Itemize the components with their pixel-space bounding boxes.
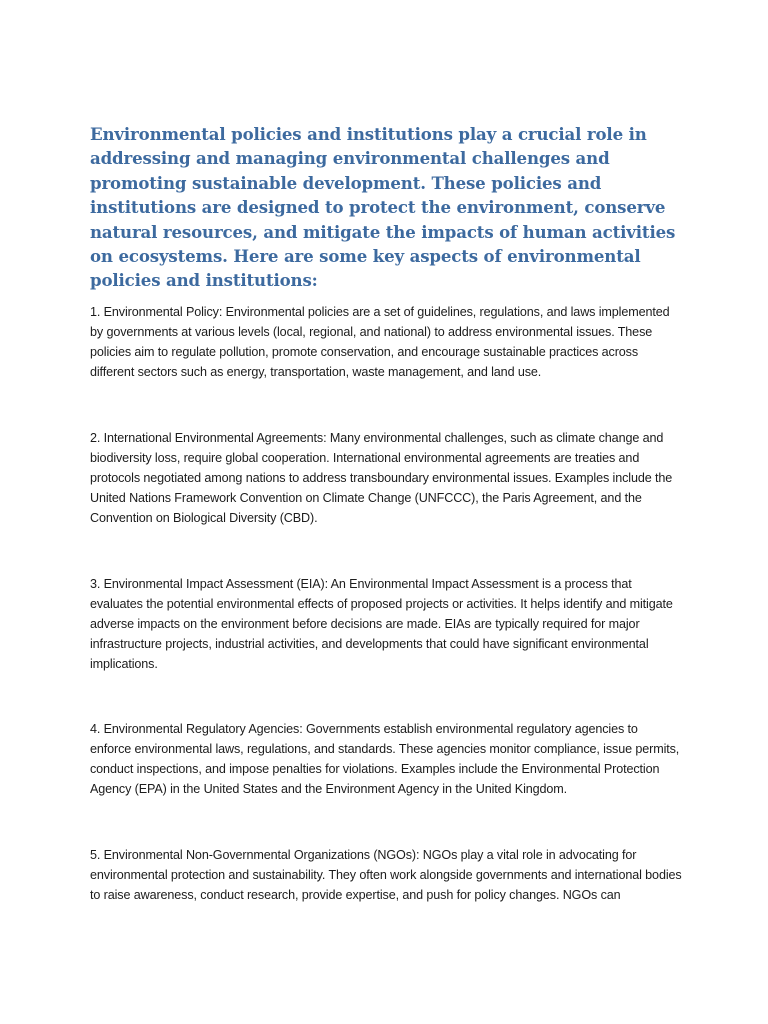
paragraph-environmental-policy: 1. Environmental Policy: Environmental policies are a set of guidelines, regulations, and laws implemented by governments at various levels (local, regional, and national) to address environmental issues. These policies aim to regulate pollution, promote conservation, and encourage sustainable practices across different sectors such as energy, transportation, waste management, and land use.: [90, 305, 670, 379]
document-heading: Environmental policies and institutions play a crucial role in addressing and managing environmental challenges and promoting sustainable development. These policies and institutions are designed to protect the environment, conserve natural resources, and mitigate the impacts of human activities on ecosystems. Here are some key aspects of environmental policies and institutions:: [90, 124, 676, 291]
paragraph-ngos: 5. Environmental Non-Governmental Organizations (NGOs): NGOs play a vital role in advocating for environmental protection and sustainability. They often work alongside governments and international bodies to raise awareness, conduct research, provide expertise, and push for policy changes. NGOs can: [90, 848, 682, 902]
paragraph-impact-assessment: 3. Environmental Impact Assessment (EIA): An Environmental Impact Assessment is a process that evaluates the potential environmental effects of proposed projects or activities. It helps identify and mitigate adverse impacts on the environment before decisions are made. EIAs are typically required for major infrastructure projects, industrial activities, and developments that could have significant environmental implications.: [90, 577, 673, 671]
paragraph-international-agreements: 2. International Environmental Agreements: Many environmental challenges, such as climate change and biodiversity loss, require global cooperation. International environmental agreements are treaties and protocols negotiated among nations to address transboundary environmental issues. Examples include the United Nations Framework Convention on Climate Change (UNFCCC), the Paris Agreement, and the Convention on Biological Diversity (CBD).: [90, 431, 673, 525]
paragraph-regulatory-agencies: 4. Environmental Regulatory Agencies: Governments establish environmental regulatory agencies to enforce environmental laws, regulations, and standards. These agencies monitor compliance, issue permits, conduct inspections, and impose penalties for violations. Examples include the Environmental Protection Agency (EPA) in the United States and the Environment Agency in the United Kingdom.: [90, 722, 680, 796]
